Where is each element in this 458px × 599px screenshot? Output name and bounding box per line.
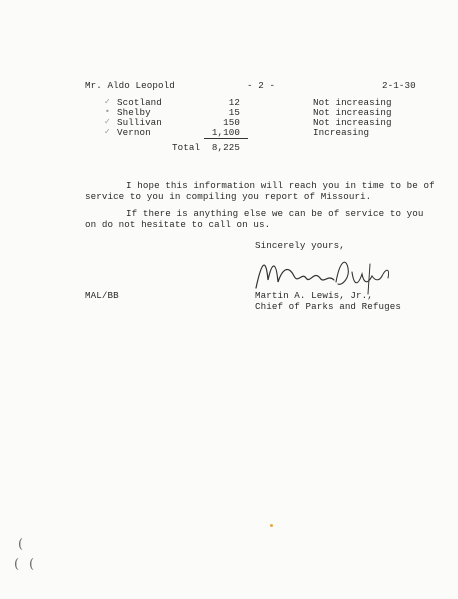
letter-date: 2-1-30 <box>382 80 416 91</box>
county-count: 1,100 <box>211 127 240 138</box>
total-value: 8,225 <box>211 142 240 153</box>
total-label: Total <box>172 142 201 153</box>
scan-mark: ( <box>18 537 24 552</box>
county-status: Increasing <box>313 127 370 138</box>
county-count: 150 <box>223 117 240 128</box>
closing-salutation: Sincerely yours, <box>255 240 345 251</box>
paragraph-1-line-2: service to you in compiling you report of Missouri. <box>85 191 372 202</box>
county-name: Scotland <box>117 97 162 108</box>
total-rule <box>204 138 248 139</box>
county-name: Sullivan <box>117 117 162 128</box>
county-name: Shelby <box>117 107 151 118</box>
check-mark-icon: ✓ <box>104 97 111 106</box>
county-count: 12 <box>228 97 240 108</box>
recipient-line: Mr. Aldo Leopold <box>85 80 175 91</box>
check-mark-icon: • <box>105 107 110 116</box>
paragraph-2-line-2: on do not hesitate to call on us. <box>85 219 271 230</box>
county-name: Vernon <box>117 127 151 138</box>
page-number: - 2 - <box>247 80 276 91</box>
signatory-title: Chief of Parks and Refuges <box>255 301 401 312</box>
county-count: 15 <box>228 107 240 118</box>
paragraph-1-line-1: I hope this information will reach you in time to be of <box>126 180 435 191</box>
county-status: Not increasing <box>313 97 392 108</box>
paragraph-2-line-1: If there is anything else we can be of service to you <box>126 208 424 219</box>
reference-initials: MAL/BB <box>85 290 119 301</box>
scan-mark: ( <box>14 557 20 572</box>
county-status: Not increasing <box>313 107 392 118</box>
check-mark-icon: ✓ <box>104 127 111 136</box>
signatory-name: Martin A. Lewis, Jr., <box>255 290 373 301</box>
county-status: Not increasing <box>313 117 392 128</box>
scan-mark: ( <box>29 557 35 572</box>
scan-speck <box>270 524 273 527</box>
check-mark-icon: ✓ <box>104 117 111 126</box>
